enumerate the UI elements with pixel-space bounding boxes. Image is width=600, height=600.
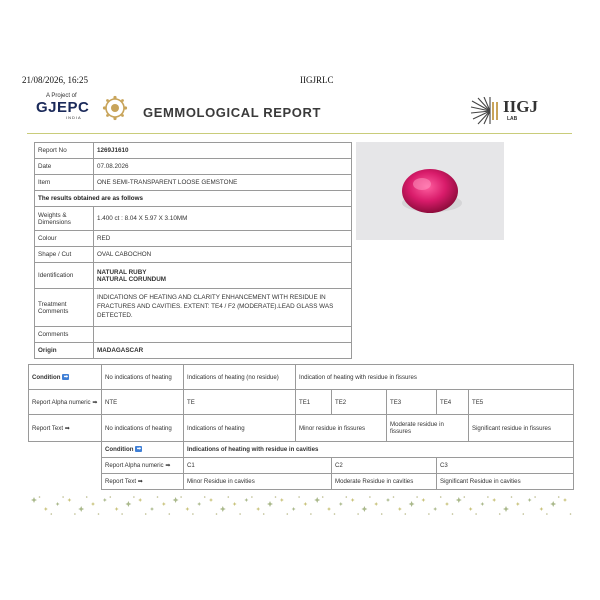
treatment-conditions-table (28, 364, 574, 490)
arrow-right-icon: ➡ (92, 398, 98, 406)
report-no-value: 1269J1610 (94, 143, 352, 159)
date-value: 07.08.2026 (94, 159, 352, 175)
spacer-cell (29, 458, 102, 474)
fissures-text-cell: Moderate residue in fissures (387, 415, 469, 442)
sparkle-dot (169, 513, 171, 515)
sparkle-dot (452, 513, 454, 515)
sparkle-icon (244, 498, 248, 502)
sparkle-dot (440, 496, 442, 498)
colour-label: Colour (35, 231, 94, 247)
sparkle-dot (86, 496, 88, 498)
fissures-condition-label: Condition ➡ (29, 365, 102, 390)
sparkle-icon (550, 501, 556, 507)
table-row (35, 343, 352, 359)
sparkle-dot (322, 496, 324, 498)
sparkle-icon (314, 497, 320, 503)
cavities-text-cell: Significant Residue in cavities (437, 474, 574, 490)
sparkle-icon (469, 507, 473, 511)
cavities-header: Indications of heating with residue in cavities (184, 442, 574, 458)
sparkle-icon (480, 502, 484, 506)
sparkle-dot (275, 496, 277, 498)
fissures-alpha-cell: TE5 (469, 390, 574, 415)
table-row (29, 442, 574, 458)
item-label: Item (35, 175, 94, 191)
sparkle-icon (351, 498, 355, 502)
shape-cut-value: OVAL CABOCHON (94, 247, 352, 263)
sparkle-dot (534, 496, 536, 498)
fissures-text-cell: Significant residue in fissures (469, 415, 574, 442)
origin-value: MADAGASCAR (94, 343, 352, 359)
spacer-cell (29, 442, 102, 458)
sparkle-icon (31, 497, 37, 503)
sparkle-icon (280, 498, 284, 502)
report-title: GEMMOLOGICAL REPORT (143, 105, 321, 120)
sparkle-dot (228, 496, 230, 498)
arrow-right-icon: ➡ (137, 478, 143, 485)
table-row (29, 474, 574, 490)
sparkle-dot (263, 513, 265, 515)
sparkle-dot (357, 513, 359, 515)
sparkle-dot (239, 513, 241, 515)
table-row (29, 415, 574, 442)
sparkle-dot (464, 496, 466, 498)
treatment-comments-label: Treatment Comments (35, 289, 94, 327)
identification-value (94, 263, 352, 289)
table-row (35, 191, 352, 207)
sparkle-icon (103, 498, 107, 502)
sparkle-icon (563, 498, 567, 502)
sparkle-icon (78, 506, 84, 512)
gjepc-logo-tagline: A Project of (46, 93, 77, 99)
sparkle-dot (133, 496, 135, 498)
cavities-alpha-label: Report Alpha numeric ➡ (102, 458, 184, 474)
table-row (35, 247, 352, 263)
table-row (35, 327, 352, 343)
header-divider (27, 133, 572, 134)
sparkle-icon (209, 498, 213, 502)
sparkle-icon (185, 507, 189, 511)
gjepc-logo (36, 93, 132, 125)
sparkle-dot (121, 513, 123, 515)
cavities-condition-label: Condition ➡ (102, 442, 184, 458)
sparkle-dot (298, 496, 300, 498)
sparkle-dot (180, 496, 182, 498)
sparkle-dot (570, 513, 572, 515)
sparkle-dot (381, 513, 383, 515)
origin-label: Origin (35, 343, 94, 359)
sparkle-icon (44, 507, 48, 511)
sparkle-icon (56, 502, 60, 506)
sparkle-dot (157, 496, 159, 498)
ruby-gemstone-image (356, 142, 504, 240)
sparkle-icon (374, 502, 378, 506)
iigj-burst-icon (470, 97, 502, 125)
shape-cut-label: Shape / Cut (35, 247, 94, 263)
fissures-alpha-cell: TE (184, 390, 296, 415)
gjepc-logo-name: GJEPC (36, 99, 90, 116)
fissures-alpha-cell: TE1 (296, 390, 332, 415)
fissures-alpha-cell: NTE (102, 390, 184, 415)
fissures-header-heating-no-residue: Indications of heating (no residue) (184, 365, 296, 390)
treatment-comments-value: INDICATIONS OF HEATING AND CLARITY ENHANCEMENT WITH RESIDUE IN FRACTURES AND CAVITIES. EXTENT: TE4 / F2 (MODERATE).LEAD GLASS WAS DETECTED. (94, 289, 352, 327)
sparkle-icon (150, 507, 154, 511)
sparkle-dot (487, 496, 489, 498)
fissures-alpha-label: Report Alpha numeric ➡ (29, 390, 102, 415)
fissures-header-heating-residue: Indication of heating with residue in fissures (296, 365, 574, 390)
table-row (29, 458, 574, 474)
sparkle-dot (416, 496, 418, 498)
sparkle-icon (256, 507, 260, 511)
sparkle-icon (303, 502, 307, 506)
sparkle-dot (405, 513, 407, 515)
report-details-table (34, 142, 352, 359)
print-doc-title: IIGJRLC (300, 75, 334, 85)
fissures-header-no-heating: No indications of heating (102, 365, 184, 390)
cavities-text-label: Report Text ➡ (102, 474, 184, 490)
cavities-alpha-cell: C2 (332, 458, 437, 474)
gemstone-photo (356, 142, 504, 240)
info-arrow-icon: ➡ (136, 446, 142, 453)
sparkle-dot (546, 513, 548, 515)
fissures-alpha-cell: TE3 (387, 390, 437, 415)
sparkle-icon (398, 507, 402, 511)
sparkle-icon (445, 502, 449, 506)
sparkle-icon (115, 507, 119, 511)
cavities-text-cell: Moderate Residue in cavities (332, 474, 437, 490)
spacer-cell (29, 474, 102, 490)
sparkle-icon (327, 507, 331, 511)
iigj-logo-lab: LAB (507, 116, 518, 122)
sparkle-dot (251, 496, 253, 498)
comments-label: Comments (35, 327, 94, 343)
sparkle-dot (369, 496, 371, 498)
sparkle-icon (433, 507, 437, 511)
sparkle-icon (173, 497, 179, 503)
sparkle-dot (346, 496, 348, 498)
sparkle-icon (91, 502, 95, 506)
fissures-text-cell: Minor residue in fissures (296, 415, 387, 442)
cavities-alpha-cell: C1 (184, 458, 332, 474)
sparkle-icon (67, 498, 71, 502)
identification-line-2: NATURAL CORUNDUM (97, 275, 167, 283)
sparkle-dot (287, 513, 289, 515)
sparkle-icon (233, 502, 237, 506)
gjepc-emblem-icon (102, 95, 128, 121)
table-row (35, 159, 352, 175)
sparkle-dot (499, 513, 501, 515)
sparkle-dot (51, 513, 53, 515)
item-value: ONE SEMI-TRANSPARENT LOOSE GEMSTONE (94, 175, 352, 191)
cavities-alpha-cell: C3 (437, 458, 574, 474)
identification-label: Identification (35, 263, 94, 289)
sparkle-icon (386, 498, 390, 502)
fissures-alpha-cell: TE4 (437, 390, 469, 415)
report-no-label: Report No (35, 143, 94, 159)
sparkle-icon (138, 498, 142, 502)
sparkle-dot (475, 513, 477, 515)
results-heading: The results obtained are as follows (35, 191, 352, 207)
arrow-right-icon: ➡ (64, 424, 70, 432)
fissures-text-cell: Indications of heating (184, 415, 296, 442)
arrow-right-icon: ➡ (165, 462, 171, 469)
table-row (35, 143, 352, 159)
sparkle-icon (409, 501, 415, 507)
sparkle-icon (539, 507, 543, 511)
sparkle-dot (74, 513, 76, 515)
sparkle-icon (267, 501, 273, 507)
weights-dimensions-value: 1.400 ct : 8.04 X 5.97 X 3.10MM (94, 207, 352, 231)
cavities-text-cell: Minor Residue in cavities (184, 474, 332, 490)
gjepc-logo-country: INDIA (66, 115, 82, 120)
iigj-logo (470, 95, 560, 127)
sparkle-dot (334, 513, 336, 515)
date-label: Date (35, 159, 94, 175)
identification-line-1: NATURAL RUBY (97, 268, 147, 276)
info-arrow-icon: ➡ (63, 373, 69, 380)
sparkle-dot (428, 513, 430, 515)
fissures-text-cell: No indications of heating (102, 415, 184, 442)
iigj-logo-name: IIGJ (503, 97, 538, 116)
sparkle-icon (361, 506, 367, 512)
fissures-alpha-cell: TE2 (332, 390, 387, 415)
table-row (35, 207, 352, 231)
sparkle-icon (528, 498, 532, 502)
print-datetime: 21/08/2026, 16:25 (22, 75, 89, 85)
sparkle-icon (421, 498, 425, 502)
sparkle-icon (197, 502, 201, 506)
sparkle-dot (39, 496, 41, 498)
sparkle-dot (204, 496, 206, 498)
sparkle-dot (558, 496, 560, 498)
sparkle-dot (98, 513, 100, 515)
sparkle-dot (110, 496, 112, 498)
colour-value: RED (94, 231, 352, 247)
sparkle-dot (192, 513, 194, 515)
table-row (29, 390, 574, 415)
sparkle-dot (145, 513, 147, 515)
weights-dimensions-label: Weights & Dimensions (35, 207, 94, 231)
sparkle-icon (125, 501, 131, 507)
sparkle-icon (492, 498, 496, 502)
sparkle-dot (523, 513, 525, 515)
table-row (35, 231, 352, 247)
comments-value (94, 327, 352, 343)
sparkle-dot (62, 496, 64, 498)
table-row (35, 175, 352, 191)
sparkle-dot (310, 513, 312, 515)
sparkle-dot (216, 513, 218, 515)
fissures-text-label: Report Text ➡ (29, 415, 102, 442)
sparkle-border-decoration (28, 492, 573, 520)
table-row (35, 289, 352, 327)
sparkle-icon (456, 497, 462, 503)
sparkle-dot (393, 496, 395, 498)
sparkle-icon (339, 502, 343, 506)
sparkle-dot (511, 496, 513, 498)
table-row (35, 263, 352, 289)
sparkle-icon (220, 506, 226, 512)
table-row (29, 365, 574, 390)
sparkle-icon (162, 502, 166, 506)
sparkle-icon (516, 502, 520, 506)
sparkle-icon (503, 506, 509, 512)
sparkle-icon (292, 507, 296, 511)
